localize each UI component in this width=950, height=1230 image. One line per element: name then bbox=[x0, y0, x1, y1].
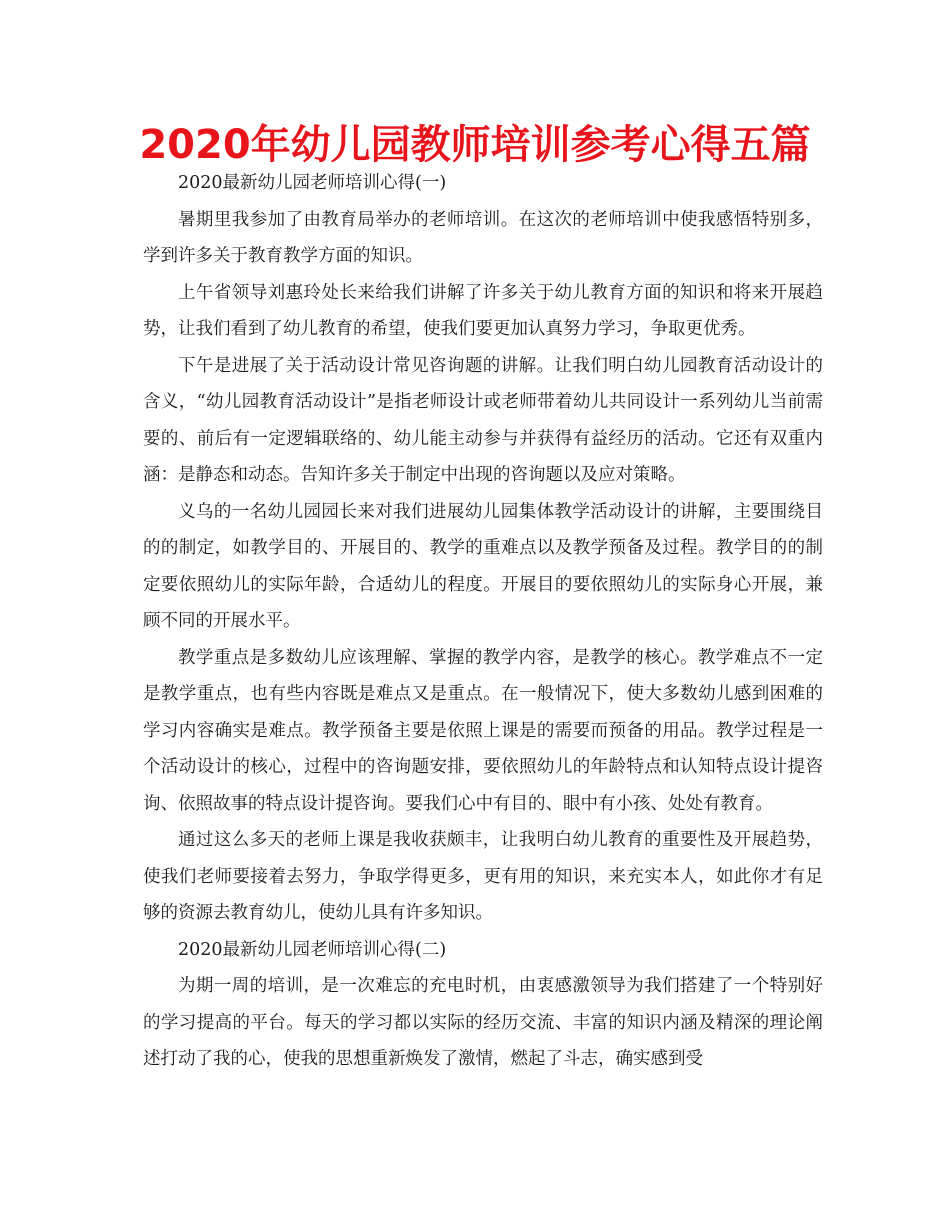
section-heading-1: 2020最新幼儿园老师培训心得(一) bbox=[178, 173, 447, 193]
section-heading-2: 2020最新幼儿园老师培训心得(二) bbox=[178, 939, 447, 960]
paragraph: 教学重点是多数幼儿应该理解、掌握的教学内容，是教学的核心。教学难点不一定是教学重点，也有些内容既是难点又是重点。在一般情况下，使大多数幼儿感到困难的学习内容确实是难点。教学预备主要是依照上课是的需要而预备的用品。教学过程是一个活动设计的核心，过程中的咨询题安排，要依照幼儿的年龄特点和认知特点设计提咨询、依照故事的特点设计提咨询。要我们心中有目的、眼中有小孩、处处有教育。 bbox=[143, 647, 823, 814]
paragraph: 下午是进展了关于活动设计常见咨询题的讲解。让我们明白幼儿园教育活动设计的含义，“幼儿园教育活动设计”是指老师设计或老师带着幼儿共同设计一系列幼儿当前需要的、前后有一定逻辑联络的、幼儿能主动参与并获得有益经历的活动。它还有双重内涵：是静态和动态。告知许多关于制定中出现的咨询题以及应对策略。 bbox=[143, 355, 823, 485]
document-body bbox=[143, 165, 823, 1078]
paragraph: 暑期里我参加了由教育局举办的老师培训。在这次的老师培训中使我感悟特别多，学到许多关于教育教学方面的知识。 bbox=[143, 209, 823, 266]
paragraph: 义乌的一名幼儿园园长来对我们进展幼儿园集体教学活动设计的讲解，主要围绕目的的制定，如教学目的、开展目的、教学的重难点以及教学预备及过程。教学目的的制定要依照幼儿的实际年龄，合适幼儿的程度。开展目的要依照幼儿的实际身心开展，兼顾不同的开展水平。 bbox=[143, 501, 823, 631]
paragraph: 为期一周的培训，是一次难忘的充电时机，由衷感激领导为我们搭建了一个特别好的学习提高的平台。每天的学习都以实际的经历交流、丰富的知识内涵及精深的理论阐述打动了我的心，使我的思想重新焕发了激情，燃起了斗志，确实感到受 bbox=[143, 976, 823, 1069]
document-title: 2020年幼儿园教师培训参考心得五篇 bbox=[139, 122, 811, 168]
paragraph: 通过这么多天的老师上课是我收获颇丰，让我明白幼儿教育的重要性及开展趋势，使我们老师要接着去努力，争取学得更多，更有用的知识，来充实本人，如此你才有足够的资源去教育幼儿，使幼儿具有许多知识。 bbox=[143, 830, 823, 923]
paragraph: 上午省领导刘惠玲处长来给我们讲解了许多关于幼儿教育方面的知识和将来开展趋势，让我们看到了幼儿教育的希望，使我们要更加认真努力学习，争取更优秀。 bbox=[143, 282, 823, 339]
